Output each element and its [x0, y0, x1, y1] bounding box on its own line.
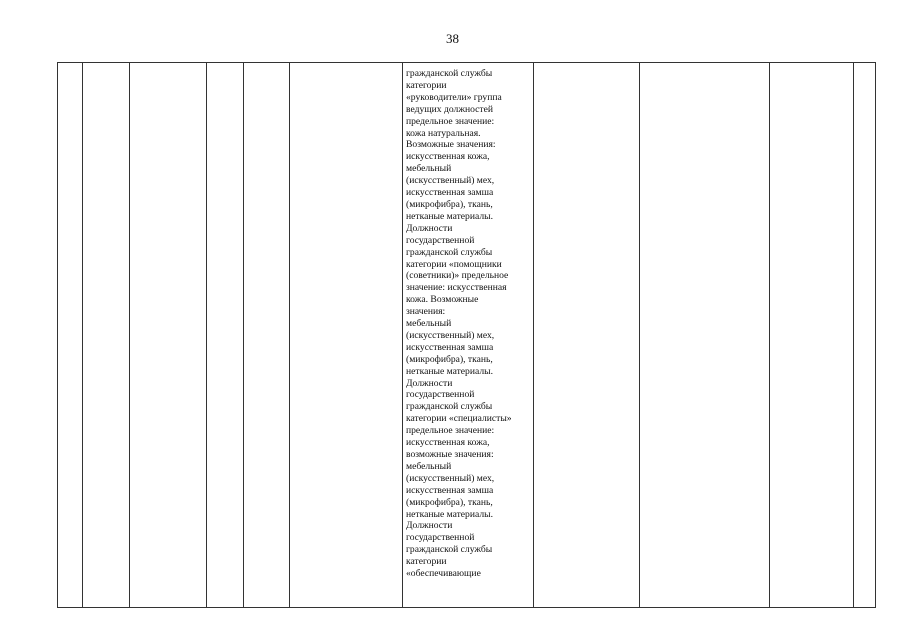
table-column-border	[57, 63, 58, 607]
table-cell-requirements: гражданской службы категории «руководители» группа ведущих должностей предельное значение: кожа натуральная. Возможные значения: искусственная кожа, мебельный (искусственный) мех, искусственная замша (микрофибра), ткань, нетканые материалы. Должности государственной гражданской службы категории «помощники (советники)» предельное значение: искусственная кожа. Возможные значения: мебельный (искусственный) мех, искусственная замша (микрофибра), ткань, нетканые материалы. Должности государственной гражданской службы категории «специалисты» предельное значение: искусственная кожа, возможные значения: мебельный (искусственный) мех, искусственная замша (микрофибра), ткань, нетканые материалы. Должности государственной гражданской службы категории «обеспечивающие	[406, 68, 512, 580]
table-column-border	[82, 63, 83, 607]
table-column-border	[206, 63, 207, 607]
page-number: 38	[446, 31, 459, 46]
table-column-border	[639, 63, 640, 607]
table-column-border	[875, 63, 876, 607]
table-column-border	[402, 63, 403, 607]
table-column-border	[769, 63, 770, 607]
table-column-border	[243, 63, 244, 607]
table-column-border	[129, 63, 130, 607]
table-column-border	[289, 63, 290, 607]
document-table	[57, 62, 876, 608]
table-column-border	[853, 63, 854, 607]
